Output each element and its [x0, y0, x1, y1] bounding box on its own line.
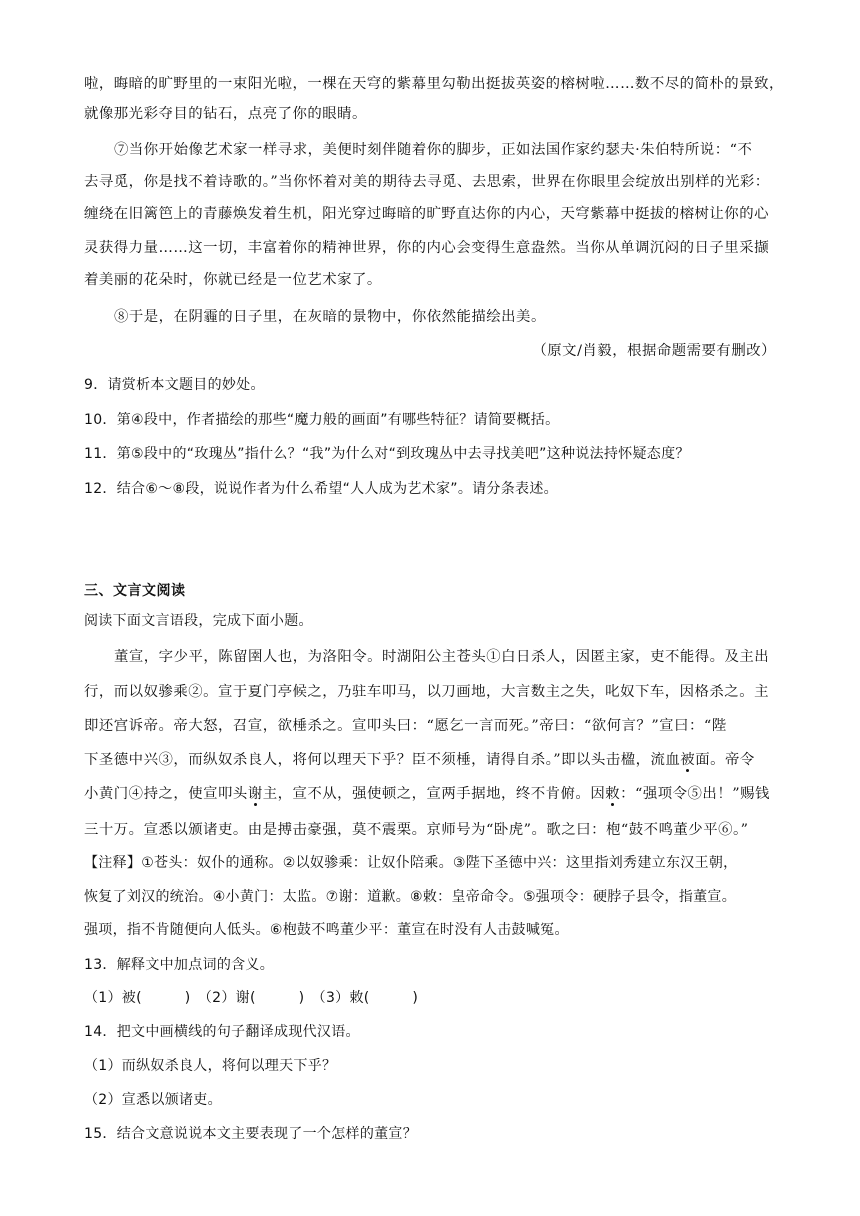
- question-14: 14．把文中画横线的句子翻译成现代汉语。: [84, 1024, 360, 1040]
- text-segment: ：“强项令⑤出！”赐钱: [620, 786, 770, 802]
- question-13: 13．解释文中加点词的含义。: [84, 957, 275, 973]
- annotation-line: 强项，指不肯随便向人低头。⑥枹鼓不鸣董少平：董宣在时没有人击鼓喊冤。: [84, 922, 569, 938]
- dotted-word-chi: 敕: [605, 786, 621, 802]
- annotation-line: 【注释】①苍头：奴仆的通称。②以奴骖乘：让奴仆陪乘。③陛下圣德中兴：这里指刘秀建立东汉王朝，: [84, 855, 738, 871]
- text-segment: 下圣德中兴③，而纵奴杀良人，将何以理天下乎？臣不须棰，请得自杀。”即以头击楹，流血: [84, 752, 681, 768]
- classical-text-line: 行，而以奴骖乘②。宣于夏门亭候之，乃驻车叩马，以刀画地，大言数主之失，叱奴下车，因格杀之。主: [84, 684, 769, 700]
- classical-text-line: 三十万。宣悉以颁诸吏。由是搏击豪强，莫不震栗。京师号为“卧虎”。歌之曰：枹“鼓不鸣董少平⑥。”: [84, 822, 749, 838]
- question-15: 15．结合文意说说本文主要表现了一个怎样的董宣？: [84, 1126, 418, 1142]
- passage-line: 灵获得力量……这一切，丰富着你的精神世界，你的内心会变得生意盎然。当你从单调沉闷的日子里采撷: [84, 240, 769, 256]
- question-10: 10．第④段中，作者描绘的那些“魔力般的画面”有哪些特征？请简要概括。: [84, 412, 560, 428]
- annotation-line: 恢复了刘汉的统治。④小黄门：太监。⑦谢：道歉。⑧敕：皇帝命令。⑤强项令：硬脖子县令，指董宣。: [84, 889, 736, 905]
- question-11: 11．第⑤段中的“玫瑰丛”指什么？“我”为什么对“到玫瑰丛中去寻找美吧”这种说法持怀疑态度？: [84, 446, 690, 462]
- question-13-items: （1）被( ) （2）谢( ) （3）敕( ): [84, 990, 419, 1006]
- classical-text-line: 董宣，字少平，陈留圉人也，为洛阳令。时湖阳公主苍头①白日杀人，因匿主家，吏不能得。及主出: [114, 649, 770, 665]
- text-segment: 小黄门④持之，使宣叩头: [84, 786, 248, 802]
- passage-line: 着美丽的花朵时，你就已经是一位艺术家了。: [84, 272, 382, 288]
- passage-line: 就像那光彩夺目的钻石，点亮了你的眼睛。: [84, 106, 367, 122]
- dotted-word-bei: 被: [680, 752, 696, 768]
- classical-text-line: [84, 784, 784, 804]
- passage-line: 去寻觅，你是找不着诗歌的。”当你怀着对美的期待去寻觅、去思索，世界在你眼里会绽放出别样的光彩：: [84, 174, 770, 190]
- section-heading: 三、文言文阅读: [84, 583, 186, 599]
- passage-line: 缠绕在旧篱笆上的青藤焕发着生机，阳光穿过晦暗的旷野直达你的内心，天穹紫幕中挺拔的榕树让你的心: [84, 206, 769, 222]
- classical-text-line: [84, 750, 784, 770]
- text-segment: 主，宣不从，强使顿之，宣两手据地，终不肯俯。因: [262, 786, 606, 802]
- passage-paragraph-7: ⑦当你开始像艺术家一样寻求，美便时刻伴随着你的脚步，正如法国作家约瑟夫·朱伯特所说：“不: [114, 142, 753, 158]
- section-instruction: 阅读下面文言语段，完成下面小题。: [84, 613, 313, 629]
- classical-text-line: 即还宫诉帝。帝大怒，召宣，欲棰杀之。宣叩头曰：“愿乞一言而死。”帝曰：“欲何言？”宣曰：“陛: [84, 718, 727, 734]
- question-14-item-1: （1）而纵奴杀良人，将何以理天下乎？: [84, 1058, 337, 1074]
- dotted-word-xie: 谢: [247, 786, 263, 802]
- question-12: 12．结合⑥～⑧段，说说作者为什么希望“人人成为艺术家”。请分条表述。: [84, 481, 558, 497]
- passage-line: 啦，晦暗的旷野里的一束阳光啦，一棵在天穹的紫幕里勾勒出挺拔英姿的榕树啦……数不尽的简朴的景致，: [84, 76, 784, 92]
- passage-source: （原文/肖毅，根据命题需要有删改）: [532, 343, 776, 359]
- text-segment: 面。帝令: [695, 752, 755, 768]
- question-9: 9．请赏析本文题目的妙处。: [84, 377, 265, 393]
- passage-paragraph-8: ⑧于是，在阴霾的日子里，在灰暗的景物中，你依然能描绘出美。: [114, 309, 546, 325]
- question-14-item-2: （2）宣悉以颁诸吏。: [84, 1092, 222, 1108]
